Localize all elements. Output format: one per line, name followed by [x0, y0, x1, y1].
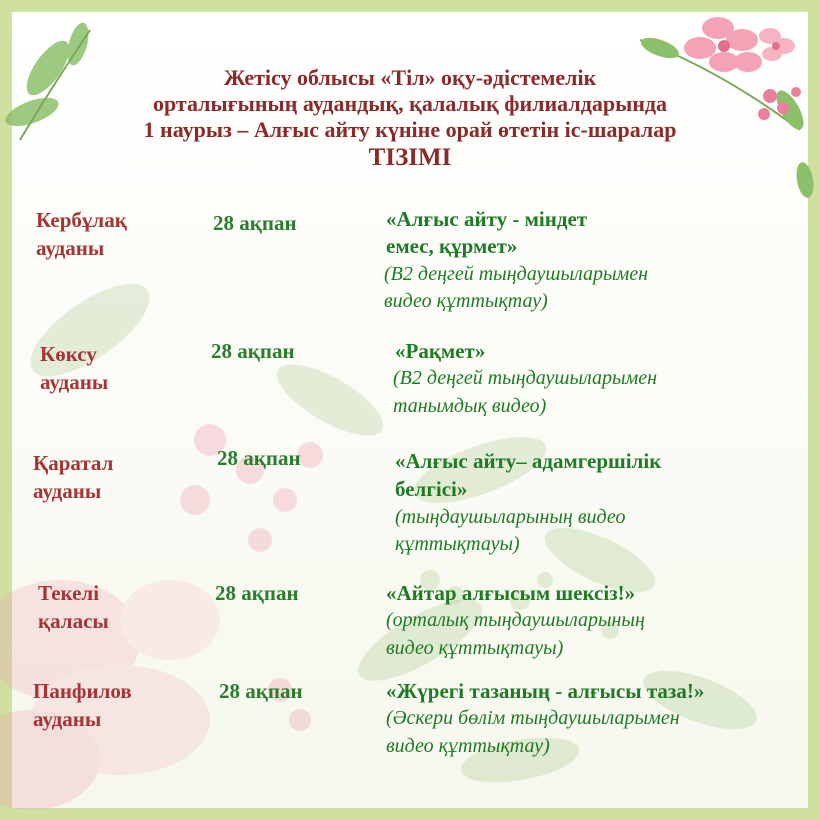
event-title: «Жүрегі тазаның - алғысы таза!»	[386, 679, 705, 703]
event-note-cont: видео құттықтау)	[384, 290, 548, 312]
title-line-1: Жетісу облысы «Тіл» оқу-әдістемелік	[223, 65, 597, 90]
event-district-suffix: қаласы	[38, 609, 109, 633]
leaf-shape	[267, 351, 393, 449]
event-district-suffix: ауданы	[36, 236, 105, 260]
event-title: «Рақмет»	[395, 339, 486, 363]
title-line-3: 1 наурыз – Алғыс айту күніне орай өтетін іс-шаралар	[143, 117, 677, 142]
bud-shape	[297, 442, 323, 468]
bud-shape	[273, 488, 297, 512]
event-note: (орталық тыңдаушыларының	[386, 609, 645, 631]
event-date: 28 ақпан	[219, 679, 303, 703]
event-note-cont: видео құттықтау)	[386, 735, 550, 757]
event-title-cont: белгісі»	[395, 477, 468, 501]
event-district: Кербұлақ	[36, 208, 127, 232]
leaf-shape	[638, 34, 681, 63]
bud-shape	[248, 528, 272, 552]
event-note-cont: танымдық видео)	[393, 395, 547, 417]
event-date: 28 ақпан	[215, 581, 299, 605]
event-title-cont: емес, құрмет»	[386, 234, 518, 258]
event-district-suffix: ауданы	[33, 707, 102, 731]
event-title: «Алғыс айту - міндет	[386, 207, 588, 231]
event-date: 28 ақпан	[211, 339, 295, 363]
event-district-suffix: ауданы	[33, 479, 102, 503]
event-title: «Айтар алғысым шексіз!»	[386, 581, 636, 605]
event-note: (В2 деңгей тыңдаушыларымен	[393, 367, 658, 389]
event-district: Панфилов	[33, 679, 132, 703]
event-note-cont: құттықтауы)	[395, 533, 520, 555]
event-district: Қаратал	[33, 451, 114, 475]
event-date: 28 ақпан	[217, 446, 301, 470]
bud-shape	[180, 485, 210, 515]
title-line-2: орталығының аудандық, қалалық филиалдарында	[152, 91, 668, 116]
event-date: 28 ақпан	[213, 211, 297, 235]
event-note: (В2 деңгей тыңдаушыларымен	[384, 263, 649, 285]
event-note: (Әскери бөлім тыңдаушыларымен	[386, 707, 680, 729]
petal-shape	[120, 580, 220, 660]
event-district: Көксу	[40, 342, 97, 366]
title-line-4: ТІЗІМІ	[368, 144, 452, 171]
event-district-suffix: ауданы	[40, 370, 109, 394]
event-district: Текелі	[38, 581, 100, 605]
event-note-cont: видео құттықтауы)	[386, 637, 564, 659]
event-title: «Алғыс айту– адамгершілік	[395, 449, 662, 473]
event-note: (тыңдаушыларының видео	[395, 506, 626, 528]
bud-shape	[289, 709, 311, 731]
